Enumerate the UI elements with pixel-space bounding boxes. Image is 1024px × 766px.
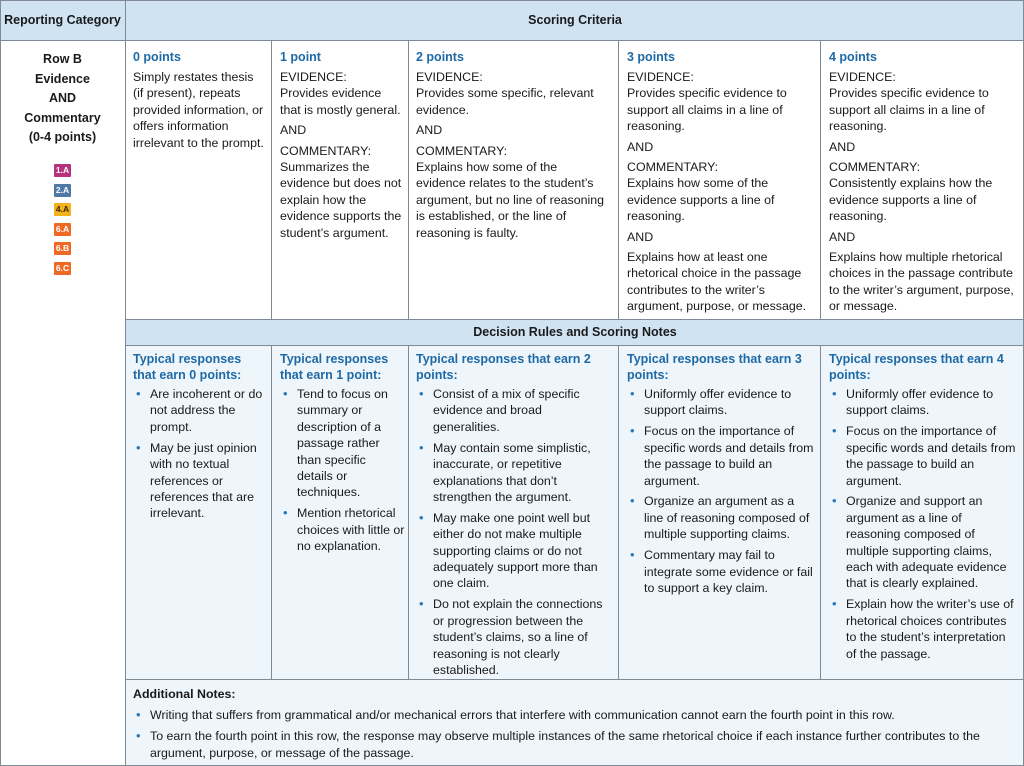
skill-badges bbox=[54, 164, 72, 282]
criteria-paragraph: AND bbox=[416, 123, 443, 138]
category-line: Evidence bbox=[35, 71, 90, 86]
reporting-category-header: Reporting Category bbox=[4, 12, 121, 27]
typical-response-item: • Do not explain the connections or progression between the student’s claims, so a line of reasoning is not clearly established. bbox=[416, 596, 612, 678]
grid-line bbox=[125, 0, 126, 766]
typical-response-item: • Consist of a mix of specific evidence and broad generalities. bbox=[416, 386, 612, 435]
criteria-paragraph: AND bbox=[829, 139, 856, 154]
grid-line bbox=[618, 345, 619, 679]
criteria-paragraph: AND bbox=[627, 229, 654, 244]
grid-line bbox=[408, 345, 409, 679]
typical-response-item: • Tend to focus on summary or description of a passage rather than specific details or techniques. bbox=[280, 386, 405, 501]
grid-line bbox=[126, 345, 1024, 346]
skill-badge: 6.C bbox=[55, 262, 70, 273]
decision-cell-2 bbox=[416, 352, 612, 683]
typical-responses-heading: Typical responses that earn 2 points: bbox=[416, 352, 591, 382]
criteria-paragraph: EVIDENCE: Provides some specific, relevant evidence. bbox=[416, 70, 594, 117]
criteria-paragraph: COMMENTARY: Explains how some of the evidence supports a line of reasoning. bbox=[627, 160, 775, 224]
criteria-paragraph: Explains how at least one rhetorical choice in the passage contributes to the writer’s argument, purpose, or message. bbox=[627, 250, 807, 314]
decision-cell-0 bbox=[133, 352, 265, 526]
grid-line bbox=[0, 40, 1024, 41]
criteria-paragraph: COMMENTARY: Consistently explains how the evidence supports a line of reasoning. bbox=[829, 160, 993, 224]
criteria-paragraph: AND bbox=[627, 139, 654, 154]
grid-line bbox=[271, 345, 272, 679]
category-line: Commentary bbox=[24, 110, 101, 125]
typical-response-item: • Explain how the writer’s use of rhetorical choices contributes to the student’s interpretation of the passage. bbox=[829, 596, 1019, 662]
typical-responses-list bbox=[280, 386, 405, 555]
criteria-cell-4 bbox=[829, 50, 1019, 319]
typical-response-item: • Focus on the importance of specific words and details from the passage to build an argument. bbox=[627, 423, 815, 489]
typical-response-item: • May contain some simplistic, inaccurate, or repetitive explanations that don’t strengthen the argument. bbox=[416, 440, 612, 506]
grid-line bbox=[618, 40, 619, 319]
category-line: Row B bbox=[43, 52, 82, 66]
skill-badge: 6.B bbox=[55, 243, 70, 254]
grid-line bbox=[126, 319, 1024, 320]
criteria-paragraph: EVIDENCE: Provides specific evidence to support all claims in a line of reasoning. bbox=[829, 70, 989, 134]
skill-badge: 2.A bbox=[55, 184, 70, 195]
points-label: 1 point bbox=[280, 50, 321, 64]
criteria-paragraph: COMMENTARY: Explains how some of the evidence relates to the student’s argument, but no line of reasoning is established, or the line of reasoning is faulty. bbox=[416, 143, 605, 240]
category-line: AND bbox=[48, 91, 77, 105]
typical-response-item: • Uniformly offer evidence to support claims. bbox=[829, 386, 1019, 419]
typical-responses-list bbox=[829, 386, 1019, 662]
grid-line bbox=[0, 0, 1024, 1]
typical-responses-list bbox=[627, 386, 815, 596]
decision-cell-3 bbox=[627, 352, 815, 601]
category-line: (0-4 points) bbox=[28, 130, 97, 144]
criteria-paragraph: EVIDENCE: Provides specific evidence to support all claims in a line of reasoning. bbox=[627, 70, 787, 134]
typical-responses-heading: Typical responses that earn 0 points: bbox=[133, 352, 242, 382]
typical-responses-list bbox=[133, 386, 265, 522]
typical-response-item: • Uniformly offer evidence to support claims. bbox=[627, 386, 815, 419]
additional-notes-title: Additional Notes: bbox=[133, 687, 236, 701]
typical-response-item: • Mention rhetorical choices with little or no explanation. bbox=[280, 505, 405, 554]
points-label: 3 points bbox=[627, 50, 675, 64]
note-item: • To earn the fourth point in this row, the response may observe multiple instances of the same rhetorical choice if each instance further contributes to the argument, purpose, or message of the passage. bbox=[133, 728, 1019, 761]
decision-rules-title: Decision Rules and Scoring Notes bbox=[473, 324, 677, 339]
criteria-paragraph: EVIDENCE: Provides evidence that is mostly general. bbox=[280, 70, 401, 117]
skill-badge: 6.A bbox=[55, 223, 70, 234]
criteria-cell-3 bbox=[627, 50, 817, 319]
grid-line bbox=[820, 40, 821, 319]
typical-response-item: • May make one point well but either do not make multiple supporting claims or do not adequately support more than one claim. bbox=[416, 510, 612, 592]
grid-line bbox=[271, 40, 272, 319]
criteria-cell-0 bbox=[133, 50, 265, 155]
typical-response-item: • Are incoherent or do not address the prompt. bbox=[133, 386, 265, 435]
typical-response-item: • Commentary may fail to integrate some evidence or fail to support a key claim. bbox=[627, 547, 815, 596]
grid-line bbox=[820, 345, 821, 679]
scoring-criteria-header: Scoring Criteria bbox=[528, 12, 622, 27]
typical-response-item: • Organize an argument as a line of reasoning composed of multiple supporting claims. bbox=[627, 493, 815, 542]
typical-responses-heading: Typical responses that earn 4 points: bbox=[829, 352, 1004, 382]
points-label: 0 points bbox=[133, 50, 181, 64]
typical-responses-heading: Typical responses that earn 3 points: bbox=[627, 352, 802, 382]
criteria-cell-2 bbox=[416, 50, 608, 245]
additional-notes-list bbox=[133, 707, 1019, 761]
typical-responses-list bbox=[416, 386, 612, 678]
typical-response-item: • May be just opinion with no textual references or references that are irrelevant. bbox=[133, 440, 265, 522]
grid-line bbox=[0, 0, 1, 766]
criteria-paragraph: COMMENTARY: Summarizes the evidence but does not explain how the evidence supports the student’s argument. bbox=[280, 143, 402, 240]
typical-response-item: • Organize and support an argument as a line of reasoning composed of multiple supporting claims, each with adequate evidence that is clearly explained. bbox=[829, 493, 1019, 591]
typical-responses-heading: Typical responses that earn 1 point: bbox=[280, 352, 389, 382]
skill-badge: 4.A bbox=[55, 204, 70, 215]
points-label: 4 points bbox=[829, 50, 877, 64]
criteria-paragraph: AND bbox=[829, 229, 856, 244]
additional-notes bbox=[133, 686, 1019, 766]
decision-cell-4 bbox=[829, 352, 1019, 667]
category-label bbox=[2, 50, 123, 148]
criteria-paragraph: AND bbox=[280, 123, 307, 138]
decision-cell-1 bbox=[280, 352, 405, 559]
skill-badge: 1.A bbox=[55, 165, 70, 175]
criteria-paragraph: Explains how multiple rhetorical choices in the passage contribute to the writer’s argument, purpose, or message. bbox=[829, 250, 1014, 314]
criteria-paragraph: Simply restates thesis (if present), repeats provided information, or offers information irrelevant to the prompt. bbox=[133, 70, 264, 150]
note-item: • Writing that suffers from grammatical and/or mechanical errors that interfere with communication cannot earn the fourth point in this row. bbox=[133, 707, 1019, 723]
grid-line bbox=[408, 40, 409, 319]
grid-line bbox=[126, 679, 1024, 680]
points-label: 2 points bbox=[416, 50, 464, 64]
criteria-cell-1 bbox=[280, 50, 405, 245]
typical-response-item: • Focus on the importance of specific words and details from the passage to build an argument. bbox=[829, 423, 1019, 489]
